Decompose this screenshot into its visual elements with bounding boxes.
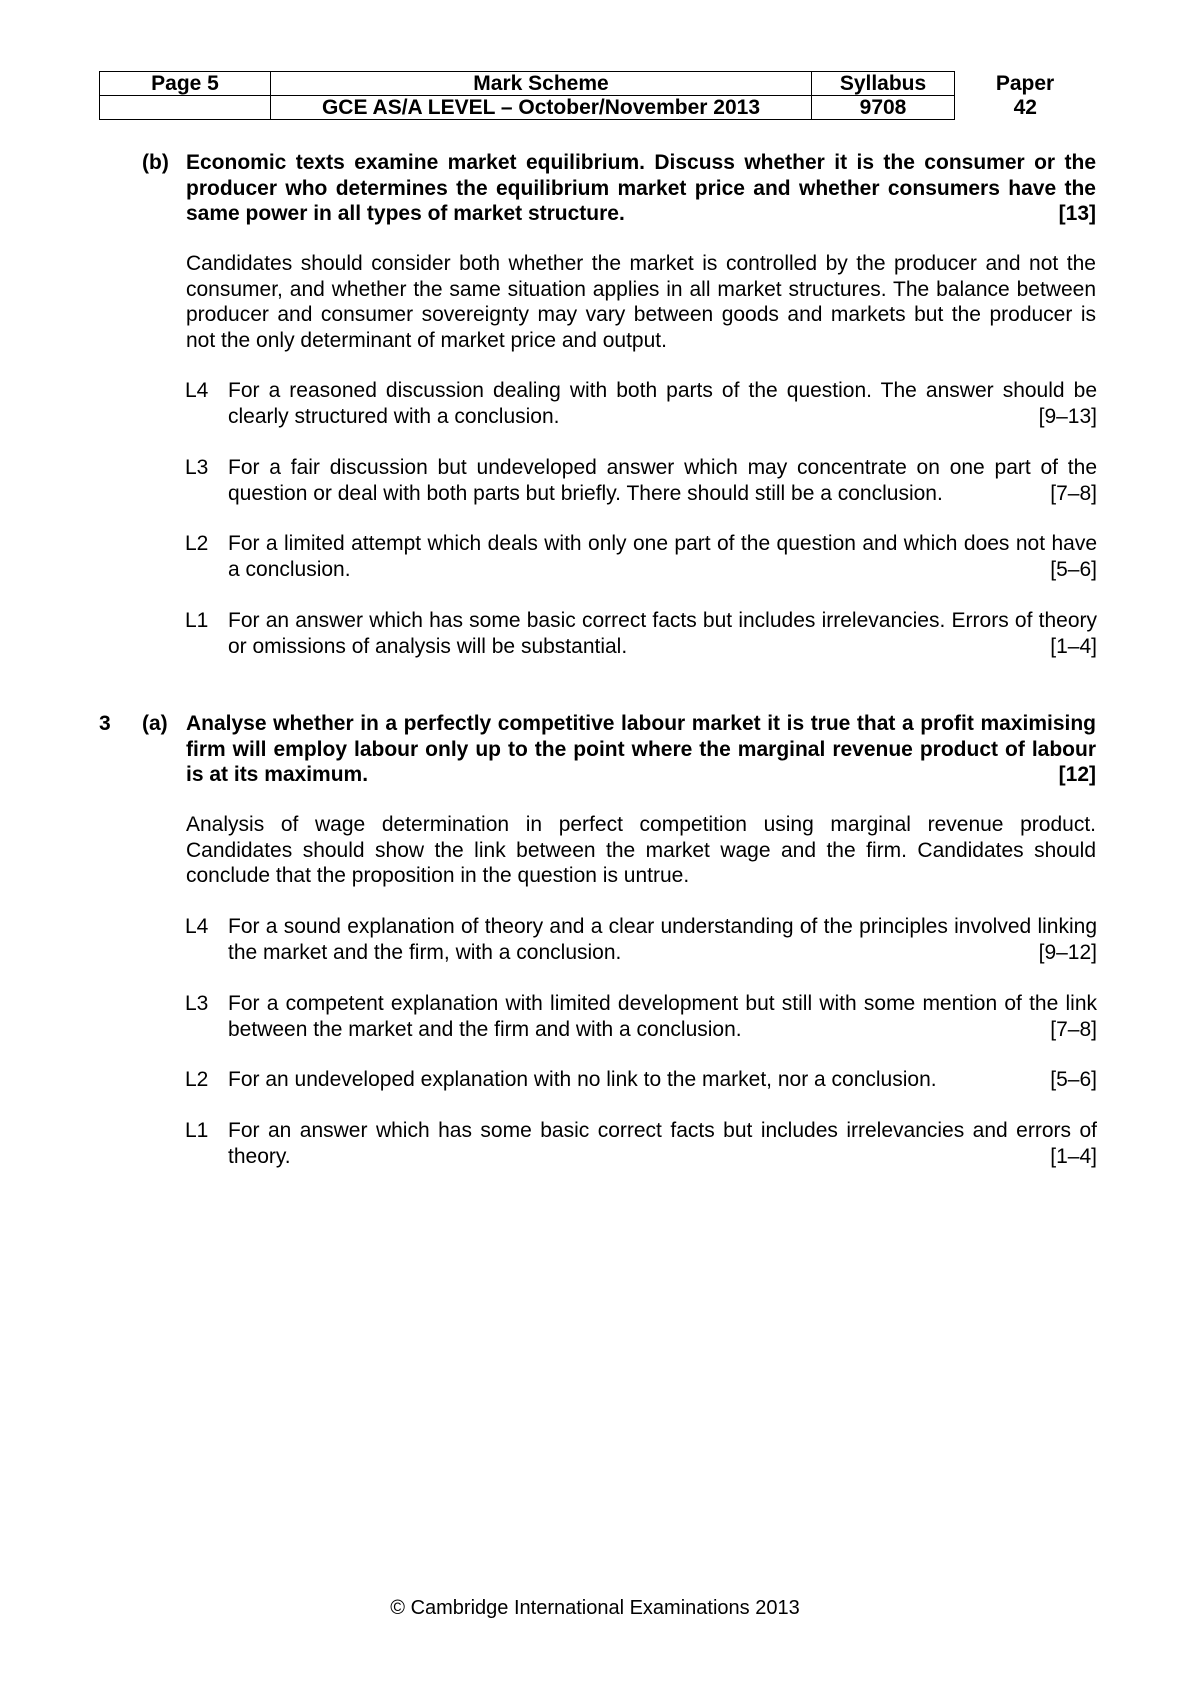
page-footer: © Cambridge International Examinations 2013 xyxy=(390,1597,800,1619)
header-paper-label: Paper xyxy=(995,72,1055,95)
q2b-level-4 xyxy=(185,378,1097,429)
q3-number: 3 xyxy=(99,712,111,735)
level-marks: [7–8] xyxy=(1050,1017,1097,1041)
level-marks: [9–13] xyxy=(1038,404,1097,428)
level-code: L1 xyxy=(185,609,209,632)
q3a-level-2 xyxy=(185,1067,1097,1093)
q3a-question-text: Analyse whether in a perfectly competitive labour market it is true that a profit maximising firm will employ labour only up to the point where the marginal revenue product of labour is at its maximum. xyxy=(186,712,1096,786)
q2b-question xyxy=(186,150,1096,227)
q2b-level-2 xyxy=(185,531,1097,582)
level-text: For an undeveloped explanation with no link to the market, nor a conclusion. xyxy=(228,1068,937,1091)
q2b-guidance: Candidates should consider both whether the market is controlled by the producer and not the consumer, and whether the same situation applies in all market structures. The balance between producer and consumer sovereignty may vary between goods and markets but the producer is not the only determinant of market price and output. xyxy=(186,252,1096,352)
q3a-level-3 xyxy=(185,991,1097,1042)
level-text: For an answer which has some basic correct facts but includes irrelevancies and errors of theory. xyxy=(228,1119,1097,1168)
level-code: L3 xyxy=(185,992,209,1015)
q3a-label: (a) xyxy=(142,712,168,735)
header-exam: GCE AS/A LEVEL – October/November 2013 xyxy=(271,96,812,120)
level-text: For a limited attempt which deals with only one part of the question and which does not have a conclusion. xyxy=(228,532,1097,581)
level-marks: [5–6] xyxy=(1050,557,1097,581)
level-text: For a sound explanation of theory and a clear understanding of the principles involved linking the market and the firm, with a conclusion. xyxy=(228,915,1097,964)
q2b-question-text: Economic texts examine market equilibrium. Discuss whether it is the consumer or the producer who determines the equilibrium market price and whether consumers have the same power in all types of market structure. xyxy=(186,151,1096,225)
level-marks: [1–4] xyxy=(1050,1144,1097,1168)
level-code: L2 xyxy=(185,532,209,555)
level-code: L1 xyxy=(185,1119,209,1142)
q2b-level-1 xyxy=(185,608,1097,659)
level-code: L2 xyxy=(185,1068,209,1091)
q2b-label: (b) xyxy=(142,151,169,174)
level-code: L3 xyxy=(185,456,209,479)
header-page: Page 5 xyxy=(100,72,271,96)
level-text: For a fair discussion but undeveloped answer which may concentrate on one part of the question or deal with both parts but briefly. There should still be a conclusion. xyxy=(228,456,1097,505)
header-syllabus-label: Syllabus xyxy=(812,72,955,96)
q3a-question xyxy=(186,711,1096,788)
header-paper: 42 xyxy=(1013,96,1037,119)
q2b-marks: [13] xyxy=(1058,202,1096,225)
q3a-level-1 xyxy=(185,1118,1097,1169)
level-code: L4 xyxy=(185,379,209,402)
level-text: For an answer which has some basic correct facts but includes irrelevancies. Errors of theory or omissions of analysis will be substantial. xyxy=(228,609,1097,658)
q2b-level-3 xyxy=(185,455,1097,506)
level-code: L4 xyxy=(185,915,209,938)
header-table xyxy=(99,71,1096,120)
level-marks: [5–6] xyxy=(1050,1068,1097,1091)
level-text: For a competent explanation with limited development but still with some mention of the link between the market and the firm and with a conclusion. xyxy=(228,992,1097,1041)
header-syllabus: 9708 xyxy=(812,96,955,120)
level-text: For a reasoned discussion dealing with both parts of the question. The answer should be clearly structured with a conclusion. xyxy=(228,379,1097,428)
q3a-guidance: Analysis of wage determination in perfect competition using marginal revenue product. Candidates should show the link between the market wage and the firm. Candidates should conclude that the proposition in the question is untrue. xyxy=(186,813,1096,887)
q3a-marks: [12] xyxy=(1058,763,1096,786)
level-marks: [1–4] xyxy=(1050,634,1097,658)
header-empty-cell xyxy=(100,96,271,120)
header-mark-scheme: Mark Scheme xyxy=(271,72,812,96)
q3a-level-4 xyxy=(185,914,1097,965)
level-marks: [7–8] xyxy=(1050,481,1097,505)
level-marks: [9–12] xyxy=(1038,940,1097,964)
